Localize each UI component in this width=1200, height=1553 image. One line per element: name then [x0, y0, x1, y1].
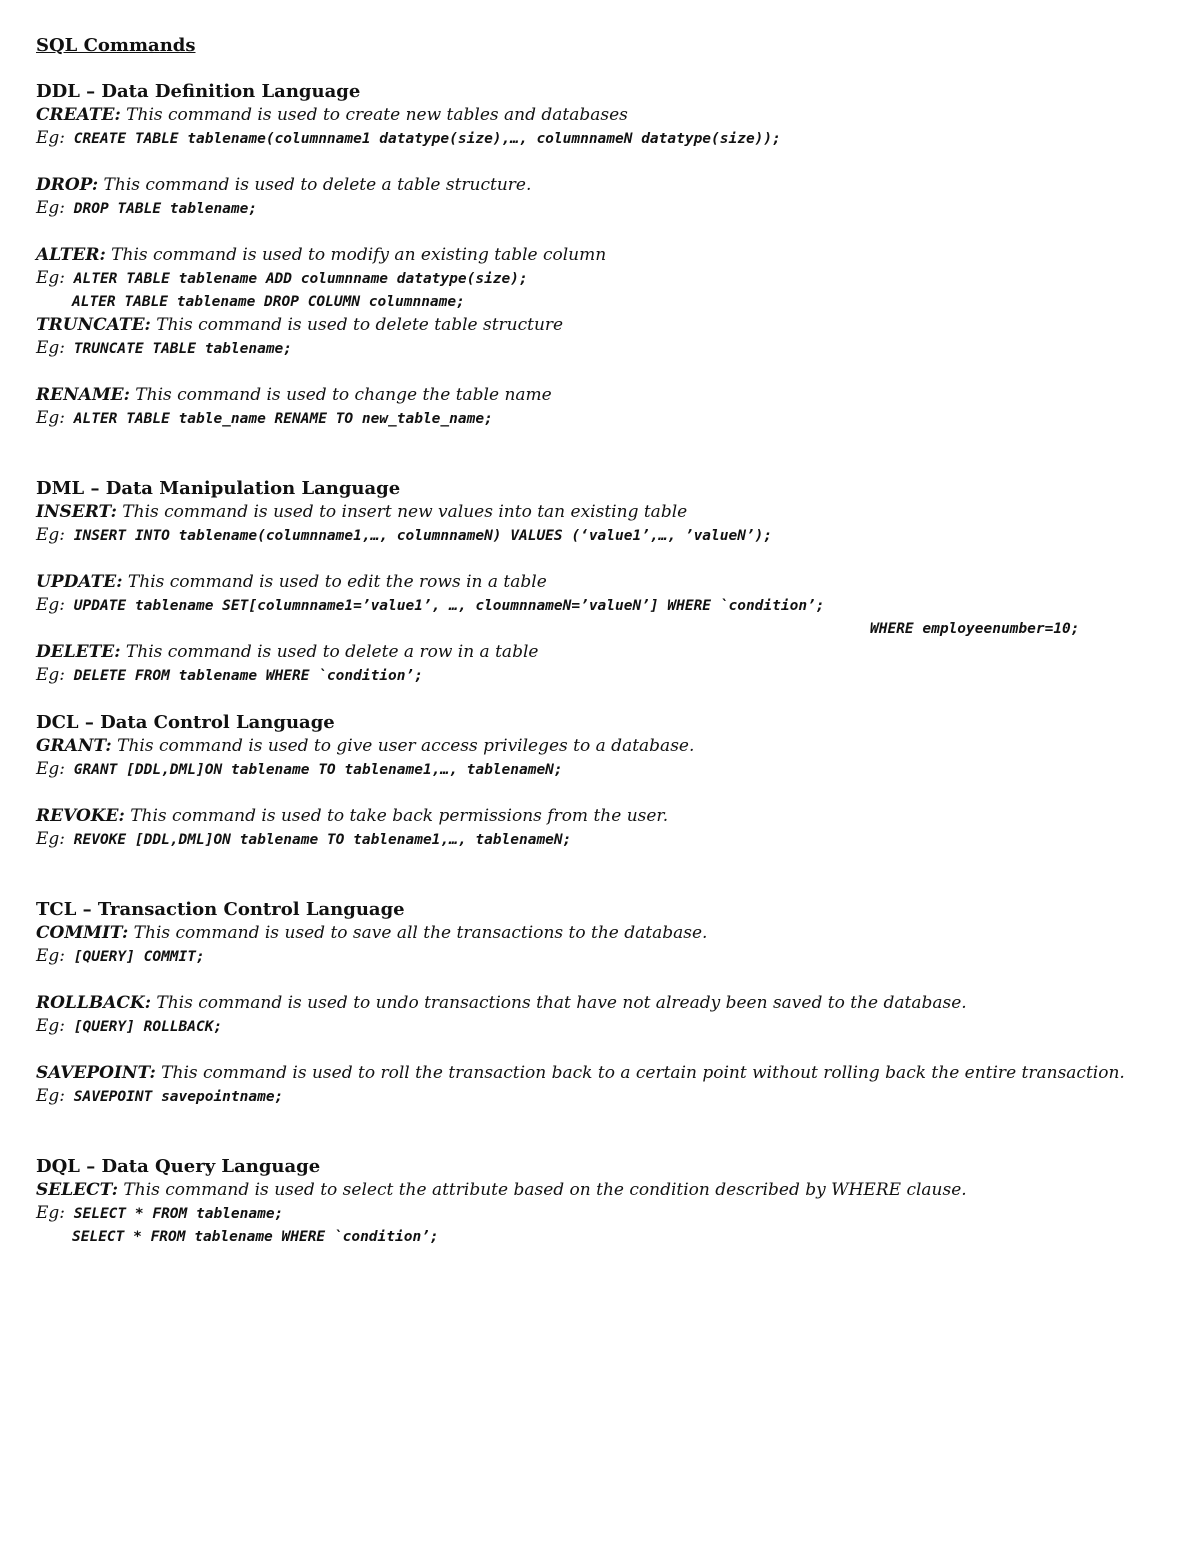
select-example-code: SELECT * FROM tablename; [73, 1206, 284, 1222]
truncate-desc-text: This command is used to delete table structure [150, 315, 564, 335]
eg-label: Eg: [36, 268, 66, 288]
document-title: SQL Commands [36, 35, 196, 56]
tcl-heading: TCL – Transaction Control Language [36, 899, 405, 920]
alter-name: ALTER: [36, 245, 106, 265]
revoke-example-code: REVOKE [DDL,DML]ON tablename TO tablename1,…, tablenameN; [73, 832, 572, 848]
eg-label: Eg: [36, 829, 66, 849]
eg-label: Eg: [36, 525, 66, 545]
savepoint-description [36, 1062, 1166, 1085]
eg-label: Eg: [36, 665, 66, 685]
dml-section [36, 477, 1166, 688]
eg-label: Eg: [36, 338, 66, 358]
alter-example-code: ALTER TABLE tablename ADD columnname datatype(size); [73, 271, 528, 287]
eg-label: Eg: [36, 1016, 66, 1036]
document-page [36, 34, 1166, 1249]
delete-description [36, 641, 1166, 664]
insert-name: INSERT: [36, 502, 117, 522]
eg-label: Eg: [36, 198, 66, 218]
tcl-section [36, 898, 1166, 1109]
truncate-example-code: TRUNCATE TABLE tablename; [73, 341, 293, 357]
eg-label: Eg: [36, 1086, 66, 1106]
savepoint-name: SAVEPOINT: [36, 1063, 156, 1083]
eg-label: Eg: [36, 946, 66, 966]
drop-name: DROP: [36, 175, 99, 195]
update-name: UPDATE: [36, 572, 123, 592]
select-name: SELECT: [36, 1180, 118, 1200]
grant-description [36, 735, 1166, 758]
delete-desc-text: This command is used to delete a row in a table [120, 642, 539, 662]
update-description [36, 571, 1166, 594]
rename-desc-text: This command is used to change the table name [129, 385, 552, 405]
dql-heading: DQL – Data Query Language [36, 1156, 321, 1177]
eg-label: Eg: [36, 1203, 66, 1223]
dml-heading: DML – Data Manipulation Language [36, 478, 401, 499]
create-example-code: CREATE TABLE tablename(columnname1 datatype(size),…, columnnameN datatype(size)); [73, 131, 781, 147]
select-example [36, 1202, 1166, 1226]
create-description [36, 104, 1166, 127]
commit-description [36, 922, 1166, 945]
select-example-2: SELECT * FROM tablename WHERE `condition’; [72, 1229, 439, 1245]
grant-name: GRANT: [36, 736, 112, 756]
dcl-heading: DCL – Data Control Language [36, 712, 335, 733]
rename-example [36, 407, 1166, 431]
commit-name: COMMIT: [36, 923, 129, 943]
truncate-name: TRUNCATE: [36, 315, 151, 335]
dcl-section [36, 711, 1166, 852]
truncate-example [36, 337, 1166, 361]
delete-name: DELETE: [36, 642, 121, 662]
savepoint-example-code: SAVEPOINT savepointname; [73, 1089, 284, 1105]
ddl-section [36, 80, 1166, 431]
ddl-heading: DDL – Data Definition Language [36, 81, 361, 102]
eg-label: Eg: [36, 595, 66, 615]
update-example [36, 594, 1166, 618]
alter-description [36, 244, 1166, 267]
rollback-example [36, 1015, 1166, 1039]
drop-example-code: DROP TABLE tablename; [73, 201, 258, 217]
delete-example-code: DELETE FROM tablename WHERE `condition’; [73, 668, 423, 684]
insert-example [36, 524, 1166, 548]
select-description [36, 1179, 1166, 1202]
savepoint-desc-text: This command is used to roll the transaction back to a certain point without rolling back the entire transaction. [155, 1063, 1125, 1083]
commit-example-code: [QUERY] COMMIT; [73, 949, 205, 965]
update-desc-text: This command is used to edit the rows in a table [122, 572, 547, 592]
commit-example [36, 945, 1166, 969]
insert-description [36, 501, 1166, 524]
create-name: CREATE: [36, 105, 121, 125]
revoke-description [36, 805, 1166, 828]
revoke-desc-text: This command is used to take back permissions from the user. [124, 806, 669, 826]
alter-example-2: ALTER TABLE tablename DROP COLUMN columnname; [72, 294, 465, 310]
rollback-name: ROLLBACK: [36, 993, 151, 1013]
create-desc-text: This command is used to create new tables and databases [120, 105, 628, 125]
update-example-code: UPDATE tablename SET[columnname1=’value1’, …, cloumnnameN=’valueN’] WHERE `condition’; [73, 598, 825, 614]
drop-example [36, 197, 1166, 221]
eg-label: Eg: [36, 408, 66, 428]
dql-section [36, 1155, 1166, 1249]
rollback-description [36, 992, 1166, 1015]
insert-desc-text: This command is used to insert new values into tan existing table [116, 502, 688, 522]
commit-desc-text: This command is used to save all the transactions to the database. [128, 923, 708, 943]
rollback-example-code: [QUERY] ROLLBACK; [73, 1019, 223, 1035]
savepoint-example [36, 1085, 1166, 1109]
alter-example [36, 267, 1166, 291]
select-desc-text: This command is used to select the attribute based on the condition described by WHERE clause. [118, 1180, 967, 1200]
grant-desc-text: This command is used to give user access privileges to a database. [111, 736, 695, 756]
alter-desc-text: This command is used to modify an existing table column [105, 245, 607, 265]
eg-label: Eg: [36, 759, 66, 779]
drop-description [36, 174, 1166, 197]
rename-name: RENAME: [36, 385, 130, 405]
grant-example [36, 758, 1166, 782]
rename-description [36, 384, 1166, 407]
insert-example-code: INSERT INTO tablename(columnname1,…, columnnameN) VALUES (‘value1’,…, ’valueN’); [73, 528, 773, 544]
rename-example-code: ALTER TABLE table_name RENAME TO new_table_name; [73, 411, 493, 427]
eg-label: Eg: [36, 128, 66, 148]
create-example [36, 127, 1166, 151]
revoke-name: REVOKE: [36, 806, 125, 826]
truncate-description [36, 314, 1166, 337]
update-example-2: WHERE employeenumber=10; [870, 621, 1080, 637]
grant-example-code: GRANT [DDL,DML]ON tablename TO tablename1,…, tablenameN; [73, 762, 563, 778]
rollback-desc-text: This command is used to undo transactions that have not already been saved to the database. [150, 993, 967, 1013]
revoke-example [36, 828, 1166, 852]
drop-desc-text: This command is used to delete a table structure. [98, 175, 532, 195]
delete-example [36, 664, 1166, 688]
